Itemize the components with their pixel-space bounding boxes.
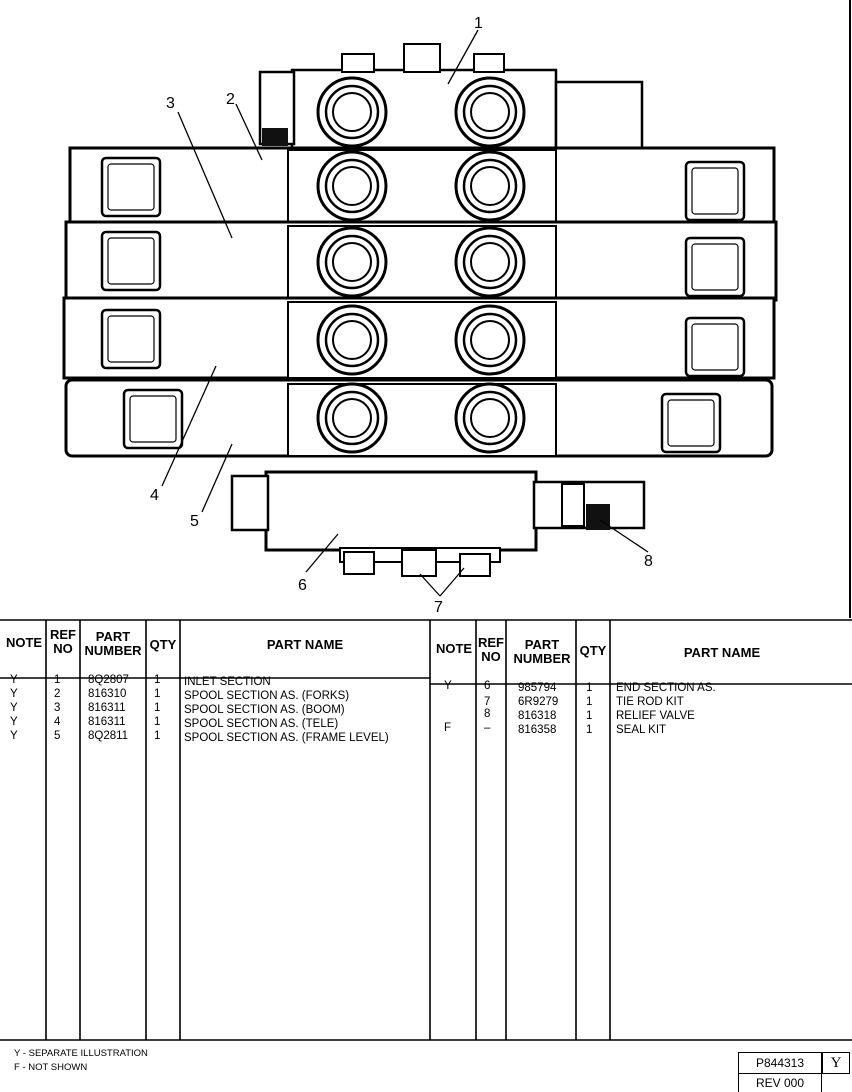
spool-section-drawing-4 — [66, 380, 772, 456]
row-part: 8Q2807 — [88, 674, 129, 686]
doc-number: P844313 — [738, 1052, 822, 1074]
row-name: SPOOL SECTION AS. (TELE) — [184, 718, 339, 730]
callout-2: 2 — [226, 91, 235, 108]
callout-1: 1 — [474, 15, 483, 32]
row-name: SPOOL SECTION AS. (BOOM) — [184, 704, 345, 716]
row-note: Y — [444, 680, 452, 692]
row-ref: 8 — [484, 708, 491, 720]
callout-8: 8 — [644, 553, 653, 570]
header-note-right: NOTE — [435, 641, 473, 656]
legend-separate-illustration: Y - SEPARATE ILLUSTRATION — [14, 1048, 148, 1059]
header-ref-right: REF NO — [478, 635, 504, 664]
row-qty: 1 — [154, 674, 161, 686]
row-ref: 2 — [54, 688, 61, 700]
row-name: END SECTION AS. — [616, 682, 716, 694]
row-part: 816310 — [88, 688, 127, 700]
row-part: 985794 — [518, 682, 557, 694]
callout-3: 3 — [166, 95, 175, 112]
row-part: 816311 — [88, 702, 126, 714]
spool-section-drawing-2 — [66, 222, 776, 300]
spool-section-drawing-3 — [64, 298, 774, 378]
row-qty: 1 — [154, 716, 161, 728]
row-qty: 1 — [154, 730, 161, 742]
header-note-left: NOTE — [5, 635, 43, 650]
row-ref: 7 — [484, 696, 491, 708]
header-ref-left: REF NO — [50, 627, 76, 656]
callout-6: 6 — [298, 577, 307, 594]
row-ref: 1 — [54, 674, 61, 686]
row-name: INLET SECTION — [184, 676, 271, 688]
row-ref: 4 — [54, 716, 61, 728]
row-name: SEAL KIT — [616, 724, 667, 736]
parts-table — [0, 618, 852, 1042]
row-note: Y — [10, 716, 18, 728]
row-note: Y — [10, 674, 18, 686]
row-part: 6R9279 — [518, 696, 559, 708]
inlet-section-drawing — [260, 44, 642, 152]
row-ref: 5 — [54, 730, 61, 742]
row-part: 816358 — [518, 724, 557, 736]
row-ref: 3 — [54, 702, 61, 714]
row-name: SPOOL SECTION AS. (FRAME LEVEL) — [184, 732, 389, 744]
row-name: TIE ROD KIT — [616, 696, 684, 708]
row-part: 8Q2811 — [88, 730, 129, 742]
row-qty: 1 — [154, 702, 161, 714]
row-qty: 1 — [586, 724, 593, 736]
callout-5: 5 — [190, 513, 199, 530]
header-name-right: PART NAME — [683, 645, 761, 660]
doc-flag: Y — [822, 1052, 850, 1074]
row-note: Y — [10, 688, 18, 700]
header-name-left: PART NAME — [266, 637, 344, 652]
row-name: SPOOL SECTION AS. (FORKS) — [184, 690, 350, 702]
row-part: 816311 — [88, 716, 126, 728]
row-note: F — [444, 722, 452, 734]
callout-7: 7 — [434, 599, 443, 616]
row-qty: 1 — [154, 688, 161, 700]
row-note: Y — [10, 702, 18, 714]
callout-4: 4 — [150, 487, 159, 504]
row-note: Y — [10, 730, 18, 742]
end-section-drawing — [232, 472, 644, 576]
header-part-right: PART NUMBER — [513, 637, 571, 666]
row-qty: 1 — [586, 696, 593, 708]
row-qty: 1 — [586, 682, 593, 694]
row-qty: 1 — [586, 710, 593, 722]
header-part-left: PART NUMBER — [84, 629, 142, 658]
row-part: 816318 — [518, 710, 557, 722]
spool-section-drawing-1 — [70, 148, 774, 224]
row-ref: 6 — [484, 680, 491, 692]
header-qty-right: QTY — [579, 643, 607, 658]
legend-not-shown: F - NOT SHOWN — [14, 1062, 88, 1073]
revision-label: REV 000 — [738, 1073, 822, 1092]
row-ref: – — [484, 722, 491, 734]
header-qty-left: QTY — [149, 637, 177, 652]
row-name: RELIEF VALVE — [616, 710, 695, 722]
